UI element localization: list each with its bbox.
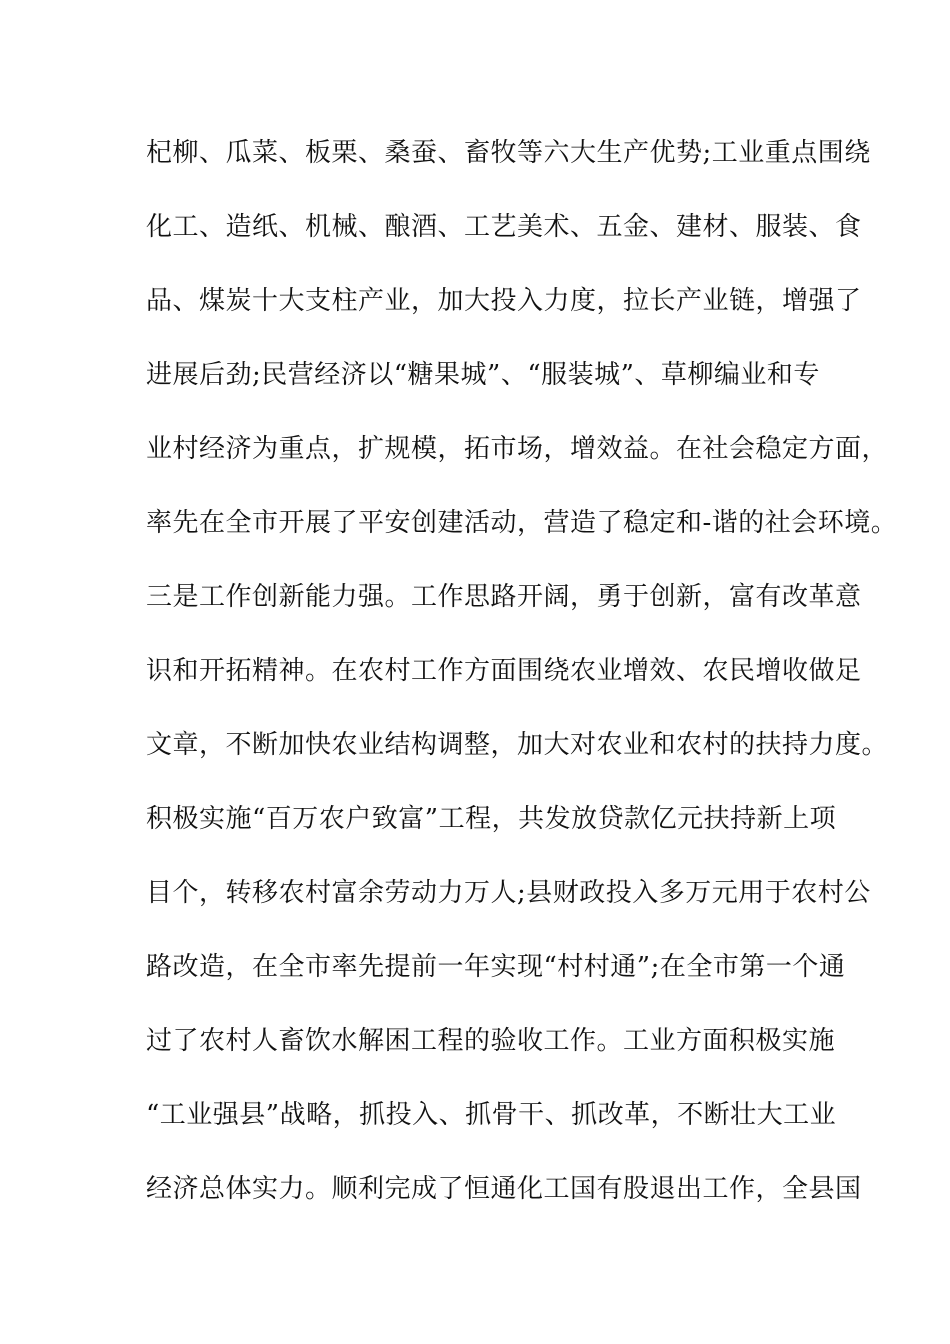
text-line: 路改造，在全市率先提前一年实现“村村通”;在全市第一个通 [146,952,846,982]
text-line: 目个，转移农村富余劳动力万人;县财政投入多万元用于农村公 [146,878,871,908]
text-line: 识和开拓精神。在农村工作方面围绕农业增效、农民增收做足 [146,656,862,686]
text-line: 积极实施“百万农户致富”工程，共发放贷款亿元扶持新上项 [146,804,837,834]
text-line: “工业强县”战略，抓投入、抓骨干、抓改革，不断壮大工业 [146,1100,837,1130]
text-line: 过了农村人畜饮水解困工程的验收工作。工业方面积极实施 [146,1026,836,1056]
text-line: 率先在全市开展了平安创建活动，营造了稳定和-谐的社会环境。 [146,508,898,538]
text-line: 三是工作创新能力强。工作思路开阔，勇于创新，富有改革意 [146,582,862,612]
body-text [146,133,898,1243]
text-line: 进展后劲;民营经济以“糖果城”、“服装城”、草柳编业和专 [146,360,820,390]
text-line: 文章，不断加快农业结构调整，加大对农业和农村的扶持力度。 [146,730,889,760]
text-line: 品、煤炭十大支柱产业，加大投入力度，拉长产业链，增强了 [146,286,862,316]
text-line: 杞柳、瓜菜、板栗、桑蚕、畜牧等六大生产优势;工业重点围绕 [146,138,871,168]
text-line: 业村经济为重点，扩规模，拓市场，增效益。在社会稳定方面， [146,434,889,464]
text-line: 经济总体实力。顺利完成了恒通化工国有股退出工作，全县国 [146,1174,862,1204]
text-line: 化工、造纸、机械、酿酒、工艺美术、五金、建材、服装、食 [146,212,862,242]
